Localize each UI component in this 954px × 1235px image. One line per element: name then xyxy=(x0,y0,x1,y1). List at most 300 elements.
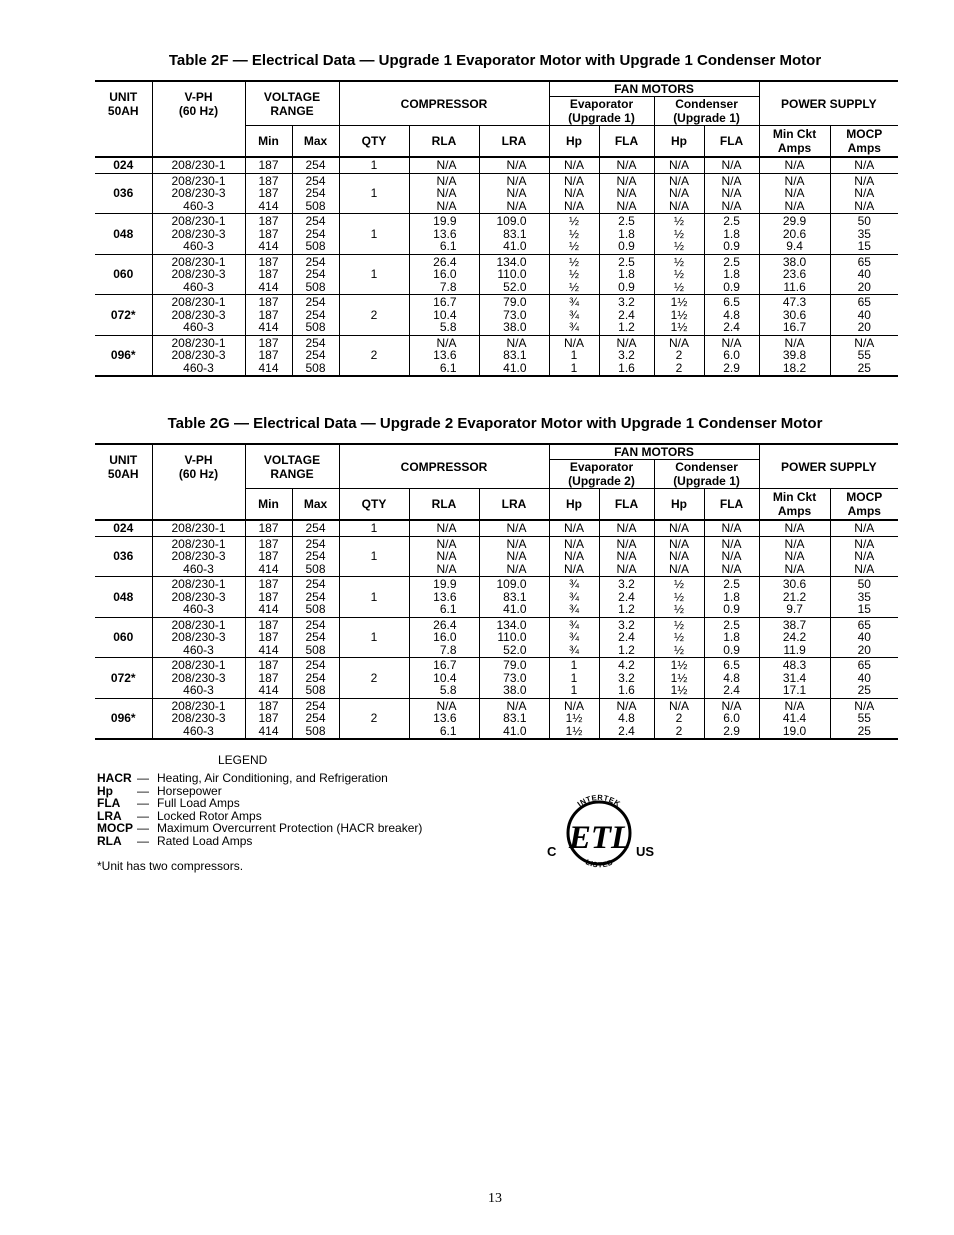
cell-line: 254 xyxy=(305,536,326,551)
cell-line: 208/230-3 xyxy=(171,267,226,281)
cell-lra xyxy=(479,173,549,214)
cell-rla xyxy=(409,335,479,376)
cell-rla xyxy=(409,173,479,214)
cell-qty: 1 xyxy=(339,536,409,577)
cell-line: 6.0 xyxy=(723,711,740,725)
cell-qty: 1 xyxy=(339,617,409,658)
cell-unit: 024 xyxy=(95,520,152,536)
cell-line: 208/230-1 xyxy=(171,577,226,591)
page-number: 13 xyxy=(488,1191,502,1206)
cell-line: 460-3 xyxy=(183,239,214,253)
cell-min xyxy=(245,157,292,173)
cell-line: 0.9 xyxy=(618,239,635,253)
table-2g-title: Table 2G — Electrical Data — Upgrade 2 Evaporator Motor with Upgrade 1 Condenser Motor xyxy=(167,415,823,432)
cell-line: 2.4 xyxy=(618,589,635,604)
cell-line: N/A xyxy=(506,335,527,350)
cell-line: 0.9 xyxy=(618,279,635,294)
cell-line: 50AH xyxy=(107,466,139,481)
cell-line: 134.0 xyxy=(496,254,527,269)
cell-line: 2.5 xyxy=(723,577,740,591)
header-min: Min xyxy=(245,126,292,158)
cell-line: ½ xyxy=(569,239,580,253)
cell-line: 508 xyxy=(305,602,326,616)
cell-line: 25 xyxy=(857,723,871,738)
cell-lra xyxy=(479,577,549,618)
cell-min-ckt xyxy=(759,214,830,255)
header-min-ckt-amps xyxy=(759,489,830,521)
header-vph xyxy=(152,444,245,489)
cell-line: N/A xyxy=(721,158,742,172)
cell-line: 1½ xyxy=(670,670,688,685)
cell-line: 26.4 xyxy=(433,617,457,632)
legend-item xyxy=(97,835,422,848)
cell-line: 187 xyxy=(258,173,279,188)
cell-rla xyxy=(409,577,479,618)
cell-line: 187 xyxy=(258,158,279,172)
cell-line: 208/230-1 xyxy=(171,173,226,188)
cell-line: N/A xyxy=(669,549,690,563)
cell-line: 254 xyxy=(305,158,326,172)
legend-heading: LEGEND xyxy=(218,753,268,767)
cell-mocp xyxy=(830,520,898,536)
cell-line: 48.3 xyxy=(782,658,807,672)
cell-line: ¾ xyxy=(569,617,580,632)
cell-line: N/A xyxy=(436,549,457,563)
cell-line: 2.5 xyxy=(618,214,635,228)
legend-abbr: LRA xyxy=(97,808,122,823)
cell-line: N/A xyxy=(564,521,585,535)
cell-line: ¾ xyxy=(569,602,580,616)
cell-rla xyxy=(409,520,479,536)
header-condenser xyxy=(654,97,759,126)
cell-fla-cond xyxy=(704,157,759,173)
cell-line: 208/230-1 xyxy=(171,295,226,309)
cell-hp-cond xyxy=(654,520,704,536)
cell-fla-cond xyxy=(704,254,759,295)
cell-line: N/A xyxy=(669,561,690,576)
cell-min xyxy=(245,520,292,536)
etl-listed-mark-icon xyxy=(543,790,658,875)
cell-max xyxy=(292,698,339,739)
cell-fla-evap xyxy=(599,617,654,658)
cell-rla xyxy=(409,254,479,295)
legend-text: Locked Rotor Amps xyxy=(157,808,262,823)
cell-max xyxy=(292,214,339,255)
legend-dash: — xyxy=(137,808,149,823)
cell-fla-evap xyxy=(599,536,654,577)
cell-line: ½ xyxy=(674,254,685,269)
cell-line: VOLTAGE xyxy=(263,89,321,104)
cell-line: 187 xyxy=(258,226,279,241)
cell-line: N/A xyxy=(616,521,637,535)
cell-line: 508 xyxy=(305,320,326,334)
cell-line: N/A xyxy=(506,198,527,213)
cell-line: Amps xyxy=(847,504,881,518)
cell-line: N/A xyxy=(616,186,637,200)
cell-line: 50AH xyxy=(107,103,139,118)
cell-line: 208/230-3 xyxy=(171,307,226,322)
header-condenser xyxy=(654,460,759,489)
cell-line: 508 xyxy=(305,279,326,294)
cell-line: 460-3 xyxy=(183,360,214,375)
legend-item xyxy=(97,822,422,835)
cell-min xyxy=(245,536,292,577)
cell-fla-evap xyxy=(599,214,654,255)
cell-fla-evap xyxy=(599,254,654,295)
header-fla-evaporator: FLA xyxy=(599,489,654,521)
cell-vph xyxy=(152,295,245,336)
cell-line: Evaporator xyxy=(569,460,634,474)
cell-line: 24.2 xyxy=(782,630,807,644)
cell-max xyxy=(292,254,339,295)
cell-line: 1 xyxy=(570,658,578,672)
cell-qty: 1 xyxy=(339,254,409,295)
cell-line: ½ xyxy=(569,279,580,294)
cell-line: N/A xyxy=(564,536,585,551)
cell-line: 1.8 xyxy=(723,226,740,241)
header-hp-evaporator: Hp xyxy=(549,126,599,158)
cell-line: N/A xyxy=(669,521,690,535)
cell-line: N/A xyxy=(784,549,805,563)
cell-line: 254 xyxy=(305,589,326,604)
cell-line: Amps xyxy=(847,141,881,155)
cell-line: 25 xyxy=(857,360,871,375)
cell-line: ¾ xyxy=(569,307,580,322)
cell-line: 414 xyxy=(258,642,279,657)
cell-min xyxy=(245,335,292,376)
cell-line: 208/230-3 xyxy=(171,711,226,725)
cell-line: 254 xyxy=(305,521,326,535)
cell-line: 187 xyxy=(258,630,279,644)
cell-line: 414 xyxy=(258,602,279,616)
cell-line: N/A xyxy=(436,698,457,713)
cell-line: 254 xyxy=(305,658,326,672)
header-power-supply: POWER SUPPLY xyxy=(759,444,898,489)
cell-line: 1 xyxy=(570,360,578,375)
cell-line: N/A xyxy=(854,698,875,713)
cell-line: 1.2 xyxy=(618,642,635,657)
cell-line: 187 xyxy=(258,307,279,322)
cell-min-ckt xyxy=(759,173,830,214)
cell-qty: 1 xyxy=(339,173,409,214)
cell-min xyxy=(245,698,292,739)
cell-line: 254 xyxy=(305,295,326,309)
table-row xyxy=(95,335,898,376)
legend-dash: — xyxy=(137,783,149,798)
cell-line: N/A xyxy=(854,561,875,576)
cell-line: N/A xyxy=(669,198,690,213)
cell-line: 1 xyxy=(570,683,578,697)
cell-line: 29.9 xyxy=(782,214,807,228)
cell-min xyxy=(245,617,292,658)
cell-line: 1½ xyxy=(670,295,688,309)
cell-mocp xyxy=(830,214,898,255)
header-compressor: COMPRESSOR xyxy=(339,81,549,126)
cell-line: ½ xyxy=(674,589,685,604)
cell-qty: 1 xyxy=(339,157,409,173)
cell-line: 254 xyxy=(305,226,326,241)
cell-line: 7.8 xyxy=(439,279,457,294)
cell-fla-evap xyxy=(599,173,654,214)
cell-vph xyxy=(152,536,245,577)
cell-line: UNIT xyxy=(109,89,138,104)
cell-line: 254 xyxy=(305,186,326,200)
cell-line: 414 xyxy=(258,723,279,738)
cell-line: 26.4 xyxy=(433,254,457,269)
cell-hp-cond xyxy=(654,157,704,173)
cell-line: 6.1 xyxy=(439,602,457,616)
cell-hp-evap xyxy=(549,577,599,618)
cell-line: 460-3 xyxy=(183,320,214,334)
table-row xyxy=(95,658,898,699)
cell-line: 460-3 xyxy=(183,683,214,697)
cell-line: RANGE xyxy=(270,466,314,481)
cell-fla-cond xyxy=(704,617,759,658)
header-fan-motors: FAN MOTORS xyxy=(549,81,759,97)
header-hp-condenser: Hp xyxy=(654,489,704,521)
header-rla: RLA xyxy=(409,126,479,158)
cell-line: Min Ckt xyxy=(772,490,817,504)
cell-line: (Upgrade 2) xyxy=(568,474,635,488)
legend-abbr: RLA xyxy=(97,833,122,848)
cell-hp-evap xyxy=(549,214,599,255)
cell-line: Evaporator xyxy=(569,97,634,111)
cell-fla-cond xyxy=(704,577,759,618)
cell-line: 208/230-1 xyxy=(171,658,226,672)
table-row xyxy=(95,520,898,536)
cell-line: 40 xyxy=(857,630,871,644)
cell-line: N/A xyxy=(854,158,875,172)
cell-line: 83.1 xyxy=(503,226,527,241)
cell-line: 208/230-1 xyxy=(171,521,226,535)
table-row xyxy=(95,698,898,739)
cell-max xyxy=(292,157,339,173)
cell-min xyxy=(245,577,292,618)
cell-line: 3.2 xyxy=(618,348,635,362)
cell-line: 41.0 xyxy=(503,723,527,738)
cell-line: 187 xyxy=(258,670,279,685)
cell-min-ckt xyxy=(759,658,830,699)
cell-line: (Upgrade 1) xyxy=(673,111,740,125)
svg-text:INTERTEK: INTERTEK xyxy=(575,792,623,809)
footnote: *Unit has two compressors. xyxy=(97,859,244,873)
cell-line: N/A xyxy=(669,698,690,713)
cell-line: N/A xyxy=(721,698,742,713)
cell-line: 208/230-1 xyxy=(171,214,226,228)
cell-line: 25 xyxy=(857,683,871,697)
cell-line: 1½ xyxy=(670,320,688,334)
cell-line: 208/230-1 xyxy=(171,698,226,713)
header-vph xyxy=(152,81,245,126)
cell-line: 10.4 xyxy=(433,307,457,322)
cell-unit: 024 xyxy=(95,157,152,173)
svg-text:US: US xyxy=(636,844,655,859)
cell-line: 508 xyxy=(305,683,326,697)
cell-line: N/A xyxy=(564,549,585,563)
cell-line: (60 Hz) xyxy=(178,466,219,481)
cell-line: 414 xyxy=(258,198,279,213)
cell-line: 208/230-1 xyxy=(171,335,226,350)
header-hp-condenser: Hp xyxy=(654,126,704,158)
header-voltage-range xyxy=(245,81,339,126)
cell-line: ½ xyxy=(674,642,685,657)
cell-max xyxy=(292,173,339,214)
cell-max xyxy=(292,520,339,536)
cell-hp-cond xyxy=(654,214,704,255)
cell-line: 254 xyxy=(305,335,326,350)
table-row xyxy=(95,173,898,214)
cell-line: 187 xyxy=(258,698,279,713)
cell-line: 3.2 xyxy=(618,295,635,309)
cell-line: 15 xyxy=(857,602,871,616)
header-fla-evaporator: FLA xyxy=(599,126,654,158)
cell-max xyxy=(292,536,339,577)
cell-line: N/A xyxy=(616,173,637,188)
cell-line: 13.6 xyxy=(433,589,457,604)
cell-hp-evap xyxy=(549,173,599,214)
cell-line: N/A xyxy=(854,335,875,350)
cell-line: N/A xyxy=(721,561,742,576)
legend-text: Heating, Air Conditioning, and Refrigeration xyxy=(157,771,388,785)
cell-line: N/A xyxy=(564,198,585,213)
cell-line: N/A xyxy=(721,198,742,213)
cell-hp-cond xyxy=(654,173,704,214)
cell-line: 83.1 xyxy=(503,348,527,362)
cell-line: 460-3 xyxy=(183,279,214,294)
cell-line: 38.7 xyxy=(782,617,807,632)
cell-line: N/A xyxy=(506,549,527,563)
cell-line: 1½ xyxy=(670,658,688,672)
cell-qty: 1 xyxy=(339,214,409,255)
cell-line: 2.5 xyxy=(723,254,740,269)
cell-mocp xyxy=(830,658,898,699)
cell-line: UNIT xyxy=(109,452,138,467)
cell-line: 20 xyxy=(857,642,871,657)
cell-line: 1.8 xyxy=(723,630,740,644)
cell-lra xyxy=(479,214,549,255)
cell-mocp xyxy=(830,577,898,618)
cell-line: 6.1 xyxy=(439,360,457,375)
cell-unit: 036 xyxy=(95,536,152,577)
cell-fla-cond xyxy=(704,536,759,577)
cell-line: N/A xyxy=(436,173,457,188)
cell-line: 16.7 xyxy=(433,295,457,309)
cell-line: ½ xyxy=(569,214,580,228)
cell-fla-evap xyxy=(599,658,654,699)
cell-line: 73.0 xyxy=(503,307,527,322)
cell-line: N/A xyxy=(784,561,805,576)
cell-line: 2 xyxy=(675,711,683,725)
cell-line: N/A xyxy=(784,158,805,172)
cell-line: RANGE xyxy=(270,103,314,118)
cell-line: N/A xyxy=(436,186,457,200)
cell-line: ¾ xyxy=(569,630,580,644)
legend-item xyxy=(97,772,422,785)
header-lra: LRA xyxy=(479,126,549,158)
cell-qty: 1 xyxy=(339,577,409,618)
cell-line: 2.5 xyxy=(723,214,740,228)
cell-line: ½ xyxy=(674,239,685,253)
cell-line: 254 xyxy=(305,549,326,563)
cell-lra xyxy=(479,698,549,739)
header-hp-evaporator: Hp xyxy=(549,489,599,521)
cell-fla-cond xyxy=(704,658,759,699)
legend-abbr: Hp xyxy=(97,783,113,798)
cell-lra xyxy=(479,536,549,577)
cell-hp-evap xyxy=(549,254,599,295)
cell-line: N/A xyxy=(721,335,742,350)
cell-line: 3.2 xyxy=(618,670,635,685)
cell-line: 41.0 xyxy=(503,239,527,253)
cell-line: ¾ xyxy=(569,589,580,604)
cell-line: MOCP xyxy=(846,127,883,141)
cell-line: (Upgrade 1) xyxy=(673,474,740,488)
cell-unit: 048 xyxy=(95,214,152,255)
cell-line: 254 xyxy=(305,254,326,269)
cell-line: 460-3 xyxy=(183,723,214,738)
cell-lra xyxy=(479,520,549,536)
cell-line: 414 xyxy=(258,279,279,294)
cell-line: 47.3 xyxy=(782,295,807,309)
cell-line: 41.4 xyxy=(782,711,807,725)
table-row xyxy=(95,577,898,618)
cell-line: ½ xyxy=(569,254,580,269)
cell-hp-evap xyxy=(549,698,599,739)
cell-line: 52.0 xyxy=(503,279,527,294)
cell-line: 23.6 xyxy=(782,267,807,281)
cell-min-ckt xyxy=(759,536,830,577)
cell-line: 508 xyxy=(305,239,326,253)
cell-line: 254 xyxy=(305,698,326,713)
cell-line: 1 xyxy=(570,670,578,685)
cell-min-ckt xyxy=(759,157,830,173)
cell-min-ckt xyxy=(759,335,830,376)
cell-line: N/A xyxy=(721,521,742,535)
cell-line: 254 xyxy=(305,267,326,281)
cell-line: N/A xyxy=(721,186,742,200)
cell-line: 208/230-1 xyxy=(171,536,226,551)
cell-line: 414 xyxy=(258,320,279,334)
header-min-ckt-amps xyxy=(759,126,830,158)
cell-hp-cond xyxy=(654,254,704,295)
cell-line: 11.6 xyxy=(783,279,806,294)
cell-fla-cond xyxy=(704,335,759,376)
cell-line: 187 xyxy=(258,536,279,551)
cell-line: 16.0 xyxy=(433,630,457,644)
legend-dash: — xyxy=(137,821,149,835)
cell-rla xyxy=(409,536,479,577)
cell-line: 30.6 xyxy=(782,307,807,322)
cell-fla-cond xyxy=(704,295,759,336)
cell-line: 38.0 xyxy=(503,320,527,334)
cell-line: V-PH xyxy=(184,89,213,104)
cell-line: 187 xyxy=(258,348,279,362)
cell-line: 460-3 xyxy=(183,561,214,576)
cell-line: 1.8 xyxy=(618,267,635,281)
cell-hp-cond xyxy=(654,536,704,577)
cell-line: N/A xyxy=(506,173,527,188)
cell-line: 208/230-1 xyxy=(171,158,226,172)
cell-line: 35 xyxy=(857,226,871,241)
cell-vph xyxy=(152,520,245,536)
legend-dash: — xyxy=(137,796,149,810)
cell-line: 1½ xyxy=(565,723,583,738)
cell-line: N/A xyxy=(436,536,457,551)
cell-hp-evap xyxy=(549,536,599,577)
cell-line: 1 xyxy=(570,348,578,362)
cell-line: 187 xyxy=(258,267,279,281)
cell-max xyxy=(292,295,339,336)
